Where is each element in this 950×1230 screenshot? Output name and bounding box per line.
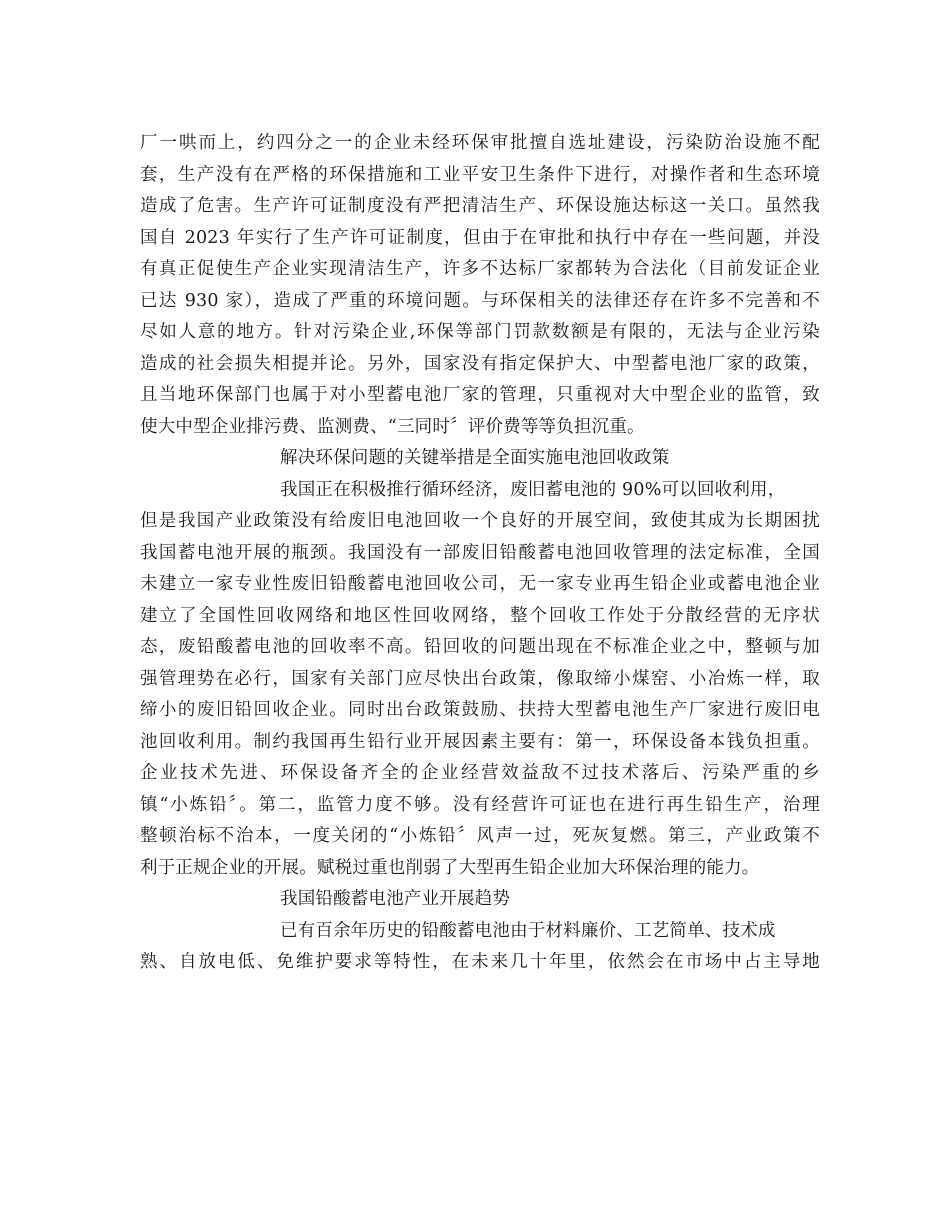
paragraph-2-line: 镇“小炼铅〞。第二，监管力度不够。没有经营许可证也在进行再生铅生产，治理 <box>140 794 820 815</box>
paragraph-2-line: 态，废铅酸蓄电池的回收率不高。铅回收的问题出现在不标准企业之中，整顿与加 <box>140 637 820 657</box>
paragraph-1-line: 尽如人意的地方。针对污染企业,环保等部门罚款数额是有限的，无法与企业污染 <box>140 322 820 342</box>
paragraph-2-line: 缔小的废旧铅回收企业。同时出台政策鼓励、扶持大型蓄电池生产厂家进行废旧电 <box>140 700 820 720</box>
section-heading-industry-trend: 我国铅酸蓄电池产业开展趋势 <box>280 889 511 909</box>
paragraph-1-line: 国自 2023 年实行了生产许可证制度，但由于在审批和执行中存在一些问题，并没 <box>140 227 820 248</box>
document-body <box>140 128 820 979</box>
paragraph-2-line: 未建立一家专业性废旧铅酸蓄电池回收公司，无一家专业再生铅企业或蓄电池企业 <box>140 574 820 594</box>
paragraph-3-line: 已有百余年历史的铅酸蓄电池由于材料廉价、工艺简单、技术成 <box>280 920 776 941</box>
paragraph-1-line: 造成了危害。生产许可证制度没有严把清洁生产、环保设施达标这一关口。虽然我 <box>140 196 820 216</box>
paragraph-2-line: 强管理势在必行，国家有关部门应尽快出台政策，像取缔小煤窑、小冶炼一样，取 <box>140 668 820 689</box>
paragraph-1-line: 套，生产没有在严格的环保措施和工业平安卫生条件下进行，对操作者和生态环境 <box>140 164 820 185</box>
paragraph-1-line: 使大中型企业排污费、监测费、“三同时〞评价费等等负担沉重。 <box>140 416 645 437</box>
paragraph-2-line: 但是我国产业政策没有给废旧电池回收一个良好的开展空间，致使其成为长期困扰 <box>140 511 820 531</box>
paragraph-3-line: 熟、自放电低、免维护要求等特性，在未来几十年里，依然会在市场中占主导地 <box>140 952 820 972</box>
paragraph-1-line: 有真正促使生产企业实现清洁生产，许多不达标厂家都转为合法化（目前发证企业 <box>140 259 820 279</box>
paragraph-1-line: 厂一哄而上，约四分之一的企业未经环保审批擅自选址建设，污染防治设施不配 <box>140 133 820 153</box>
paragraph-2-line: 我国正在积极推行循环经济，废旧蓄电池的 90%可以回收利用， <box>280 479 786 500</box>
paragraph-2-line: 利于正规企业的开展。赋税过重也削弱了大型再生铅企业加大环保治理的能力。 <box>140 857 760 878</box>
paragraph-2-line: 我国蓄电池开展的瓶颈。我国没有一部废旧铅酸蓄电池回收管理的法定标准，全国 <box>140 542 820 563</box>
paragraph-2-line: 整顿治标不治本，一度关闭的“小炼铅〞风声一过，死灰复燃。第三，产业政策不 <box>140 826 820 846</box>
section-heading-recycling-policy: 解决环保问题的关键举措是全面实施电池回收政策 <box>280 448 670 468</box>
paragraph-2-line: 池回收利用。制约我国再生铅行业开展因素主要有：第一，环保设备本钱负担重。 <box>140 731 820 752</box>
paragraph-1-line: 且当地环保部门也属于对小型蓄电池厂家的管理，只重视对大中型企业的监管，致 <box>140 385 820 405</box>
paragraph-1-line: 已达 930 家），造成了严重的环境问题。与环保相关的法律还存在许多不完善和不 <box>140 290 820 311</box>
paragraph-2-line: 建立了全国性回收网络和地区性回收网络，整个回收工作处于分散经营的无序状 <box>140 605 820 626</box>
paragraph-2-line: 企业技术先进、环保设备齐全的企业经营效益敌不过技术落后、污染严重的乡 <box>140 763 820 783</box>
paragraph-1-line: 造成的社会损失相提并论。另外，国家没有指定保护大、中型蓄电池厂家的政策， <box>140 353 820 374</box>
